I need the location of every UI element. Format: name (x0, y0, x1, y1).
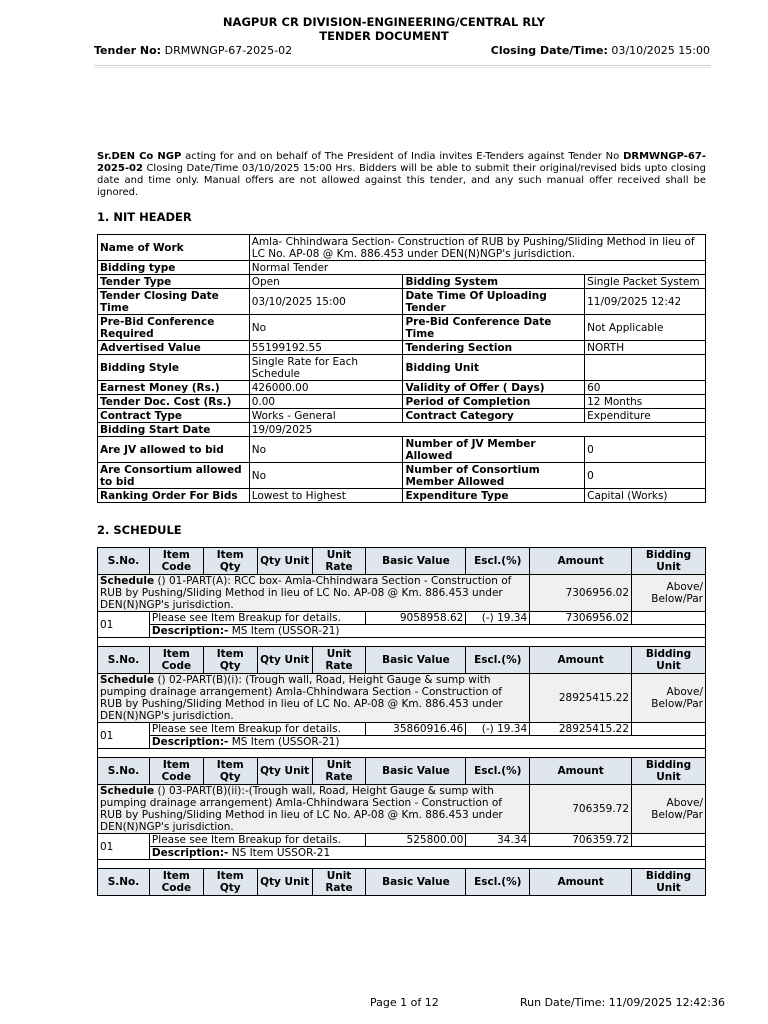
nit-key: Bidding type (98, 261, 250, 275)
description-text: MS Item (USSOR-21) (228, 736, 340, 748)
col-header: Item Code (149, 548, 203, 575)
tender-no-value: DRMWNGP-67-2025-02 (164, 44, 293, 57)
nit-value: Normal Tender (249, 261, 705, 275)
nit-key: Number of Consortium Member Allowed (403, 463, 585, 489)
nit-key: Name of Work (98, 235, 250, 261)
item-basic-value: 525800.00 (366, 834, 466, 847)
nit-key: Pre-Bid Conference Required (98, 315, 250, 341)
col-header: Item Qty (203, 548, 257, 575)
col-header: Amount (530, 647, 632, 674)
item-escalation: (-) 19.34 (466, 723, 530, 736)
item-sno: 01 (98, 834, 150, 860)
item-row (98, 834, 706, 847)
nit-row (98, 463, 706, 489)
nit-key: Are Consortium allowed to bid (98, 463, 250, 489)
header-meta (94, 44, 710, 57)
col-header: Item Qty (203, 869, 257, 896)
nit-key: Ranking Order For Bids (98, 489, 250, 503)
col-header: S.No. (98, 647, 150, 674)
col-header: Qty Unit (257, 758, 312, 785)
nit-value: Expenditure (585, 409, 706, 423)
schedule-amount: 28925415.22 (530, 674, 632, 723)
nit-value: 12 Months (585, 395, 706, 409)
nit-key: Tender Closing Date Time (98, 289, 250, 315)
description-label: Description:- (151, 736, 229, 748)
schedule-text: () 03-PART(B)(ii):-(Trough wall, Road, Height Gauge & sump with pumping drainage arrangement) Amla-Chhindwara Section - Construction of RUB by Pushing/Sliding Method in lieu of LC No. AP-08 @ Km. 886.453 under DEN(N)NGP's jurisdiction. (100, 785, 503, 833)
col-header: S.No. (98, 758, 150, 785)
schedule-label: Schedule (100, 785, 155, 797)
nit-key: Tender Doc. Cost (Rs.) (98, 395, 250, 409)
closing-date (491, 44, 710, 57)
nit-row (98, 423, 706, 437)
nit-row (98, 355, 706, 381)
nit-value: 19/09/2025 (249, 423, 705, 437)
schedule-spacer (98, 749, 706, 758)
page-number: Page 1 of 12 (370, 996, 439, 1009)
nit-row (98, 437, 706, 463)
bidding-unit: Above/ Below/Par (632, 785, 706, 834)
intro-authority: Sr.DEN Co NGP (97, 151, 182, 162)
nit-key: Are JV allowed to bid (98, 437, 250, 463)
col-header: Item Qty (203, 758, 257, 785)
schedule-spacer (98, 860, 706, 869)
description-text: NS Item USSOR-21 (228, 847, 331, 859)
item-description-row (98, 847, 706, 860)
nit-value: 55199192.55 (249, 341, 403, 355)
col-header: Escl.(%) (466, 647, 530, 674)
nit-value: Lowest to Highest (249, 489, 403, 503)
col-header: Qty Unit (257, 647, 312, 674)
item-amount: 706359.72 (530, 834, 632, 847)
item-amount: 7306956.02 (530, 612, 632, 625)
item-description (149, 625, 705, 638)
nit-key: Tender Type (98, 275, 250, 289)
col-header: Unit Rate (312, 647, 366, 674)
col-header: Basic Value (366, 869, 466, 896)
nit-row (98, 289, 706, 315)
nit-key: Earnest Money (Rs.) (98, 381, 250, 395)
nit-value: Open (249, 275, 403, 289)
schedule-amount: 706359.72 (530, 785, 632, 834)
col-header: Item Code (149, 758, 203, 785)
item-bidding-unit (632, 834, 706, 847)
nit-value: 0 (585, 463, 706, 489)
item-breakup-note: Please see Item Breakup for details. (149, 723, 366, 736)
col-header: S.No. (98, 548, 150, 575)
item-bidding-unit (632, 612, 706, 625)
nit-key: Advertised Value (98, 341, 250, 355)
schedule-text: () 02-PART(B)(i): (Trough wall, Road, Height Gauge & sump with pumping drainage arrangement) Amla-Chhindwara Section - Construction of RUB by Pushing/Sliding Method in lieu of LC No. AP-08 @ Km. 886.453 under DEN(N)NGP's jurisdiction. (100, 674, 503, 722)
item-description (149, 847, 705, 860)
nit-value: 426000.00 (249, 381, 403, 395)
schedule-summary-row (98, 575, 706, 612)
intro-paragraph (97, 151, 706, 199)
item-breakup-note: Please see Item Breakup for details. (149, 834, 366, 847)
nit-header-title: 1. NIT HEADER (97, 210, 192, 224)
col-header: Basic Value (366, 647, 466, 674)
col-header: Unit Rate (312, 758, 366, 785)
nit-value (585, 355, 706, 381)
nit-value: Works - General (249, 409, 403, 423)
nit-row (98, 489, 706, 503)
schedule-title: 2. SCHEDULE (97, 523, 182, 537)
nit-value: Single Rate for Each Schedule (249, 355, 403, 381)
schedule-amount: 7306956.02 (530, 575, 632, 612)
nit-value: 11/09/2025 12:42 (585, 289, 706, 315)
col-header: Qty Unit (257, 869, 312, 896)
item-row (98, 612, 706, 625)
nit-key: Bidding Style (98, 355, 250, 381)
description-label: Description:- (151, 625, 229, 637)
nit-key: Contract Category (403, 409, 585, 423)
nit-value: 0 (585, 437, 706, 463)
schedule-description (98, 575, 530, 612)
document-title (0, 15, 768, 43)
intro-text-1: acting for and on behalf of The President of India invites E-Tenders against Tender No (181, 151, 624, 162)
col-header: Item Qty (203, 647, 257, 674)
col-header: Amount (530, 758, 632, 785)
nit-row (98, 275, 706, 289)
item-description-row (98, 736, 706, 749)
nit-row (98, 261, 706, 275)
col-header: Bidding Unit (632, 869, 706, 896)
nit-key: Number of JV Member Allowed (403, 437, 585, 463)
item-escalation: (-) 19.34 (466, 612, 530, 625)
closing-value: 03/10/2025 15:00 (611, 44, 710, 57)
nit-key: Contract Type (98, 409, 250, 423)
schedule-table (97, 547, 706, 896)
bidding-unit: Above/ Below/Par (632, 674, 706, 723)
schedule-label: Schedule (100, 674, 155, 686)
nit-value: Single Packet System (585, 275, 706, 289)
item-breakup-note: Please see Item Breakup for details. (149, 612, 366, 625)
nit-row (98, 341, 706, 355)
nit-key: Expenditure Type (403, 489, 585, 503)
schedule-summary-row (98, 785, 706, 834)
col-header: Escl.(%) (466, 869, 530, 896)
item-row (98, 723, 706, 736)
nit-row (98, 395, 706, 409)
item-sno: 01 (98, 723, 150, 749)
item-sno: 01 (98, 612, 150, 638)
nit-value: Not Applicable (585, 315, 706, 341)
col-header: Unit Rate (312, 548, 366, 575)
nit-value: No (249, 437, 403, 463)
schedule-summary-row (98, 674, 706, 723)
col-header: Bidding Unit (632, 548, 706, 575)
nit-row (98, 315, 706, 341)
description-label: Description:- (151, 847, 229, 859)
col-header: Amount (530, 869, 632, 896)
nit-value: NORTH (585, 341, 706, 355)
nit-value: 60 (585, 381, 706, 395)
nit-value: 0.00 (249, 395, 403, 409)
schedule-header-row (98, 869, 706, 896)
col-header: Item Code (149, 647, 203, 674)
nit-key: Pre-Bid Conference Date Time (403, 315, 585, 341)
nit-row (98, 381, 706, 395)
item-description (149, 736, 705, 749)
nit-value: 03/10/2025 15:00 (249, 289, 403, 315)
tender-no (94, 44, 292, 57)
title-line-1: NAGPUR CR DIVISION-ENGINEERING/CENTRAL RLY (222, 15, 546, 29)
schedule-header-row (98, 647, 706, 674)
schedule-header-row (98, 758, 706, 785)
title-line-2: TENDER DOCUMENT (319, 29, 449, 43)
tender-no-label: Tender No: (94, 44, 162, 57)
nit-key: Tendering Section (403, 341, 585, 355)
col-header: Amount (530, 548, 632, 575)
nit-key: Bidding Unit (403, 355, 585, 381)
nit-key: Bidding Start Date (98, 423, 250, 437)
header-divider (94, 65, 711, 68)
run-datetime: Run Date/Time: 11/09/2025 12:42:36 (520, 996, 726, 1009)
nit-value: No (249, 463, 403, 489)
schedule-label: Schedule (100, 575, 155, 587)
col-header: Escl.(%) (466, 548, 530, 575)
schedule-header-row (98, 548, 706, 575)
nit-value: Capital (Works) (585, 489, 706, 503)
col-header: Bidding Unit (632, 647, 706, 674)
description-text: MS Item (USSOR-21) (228, 625, 340, 637)
intro-tender-no: DRMWNGP-67-2025-02 (97, 151, 706, 174)
nit-row (98, 409, 706, 423)
nit-table (97, 234, 706, 503)
item-amount: 28925415.22 (530, 723, 632, 736)
nit-key: Bidding System (403, 275, 585, 289)
col-header: Qty Unit (257, 548, 312, 575)
col-header: Unit Rate (312, 869, 366, 896)
nit-key: Date Time Of Uploading Tender (403, 289, 585, 315)
col-header: Basic Value (366, 758, 466, 785)
nit-key: Period of Completion (403, 395, 585, 409)
col-header: S.No. (98, 869, 150, 896)
nit-value: No (249, 315, 403, 341)
col-header: Item Code (149, 869, 203, 896)
col-header: Escl.(%) (466, 758, 530, 785)
item-description-row (98, 625, 706, 638)
item-bidding-unit (632, 723, 706, 736)
nit-value: Amla- Chhindwara Section- Construction of RUB by Pushing/Sliding Method in lieu of LC No. AP-08 @ Km. 886.453 under DEN(N)NGP's jurisdiction. (249, 235, 705, 261)
item-basic-value: 35860916.46 (366, 723, 466, 736)
bidding-unit: Above/ Below/Par (632, 575, 706, 612)
schedule-description (98, 674, 530, 723)
item-basic-value: 9058958.62 (366, 612, 466, 625)
schedule-spacer (98, 638, 706, 647)
nit-row (98, 235, 706, 261)
col-header: Bidding Unit (632, 758, 706, 785)
schedule-text: () 01-PART(A): RCC box- Amla-Chhindwara Section - Construction of RUB by Pushing/Sliding Method in lieu of LC No. AP-08 @ Km. 886.453 under DEN(N)NGP's jurisdiction. (100, 575, 512, 611)
closing-label: Closing Date/Time: (490, 44, 608, 57)
schedule-description (98, 785, 530, 834)
intro-text-2: Closing Date/Time 03/10/2025 15:00 Hrs. Bidders will be able to submit their original/revised bids upto closing date and time only. Manual offers are not allowed against this tender, and any such manual offer received shall be ignored. (97, 163, 706, 198)
item-escalation: 34.34 (466, 834, 530, 847)
nit-key: Validity of Offer ( Days) (403, 381, 585, 395)
col-header: Basic Value (366, 548, 466, 575)
